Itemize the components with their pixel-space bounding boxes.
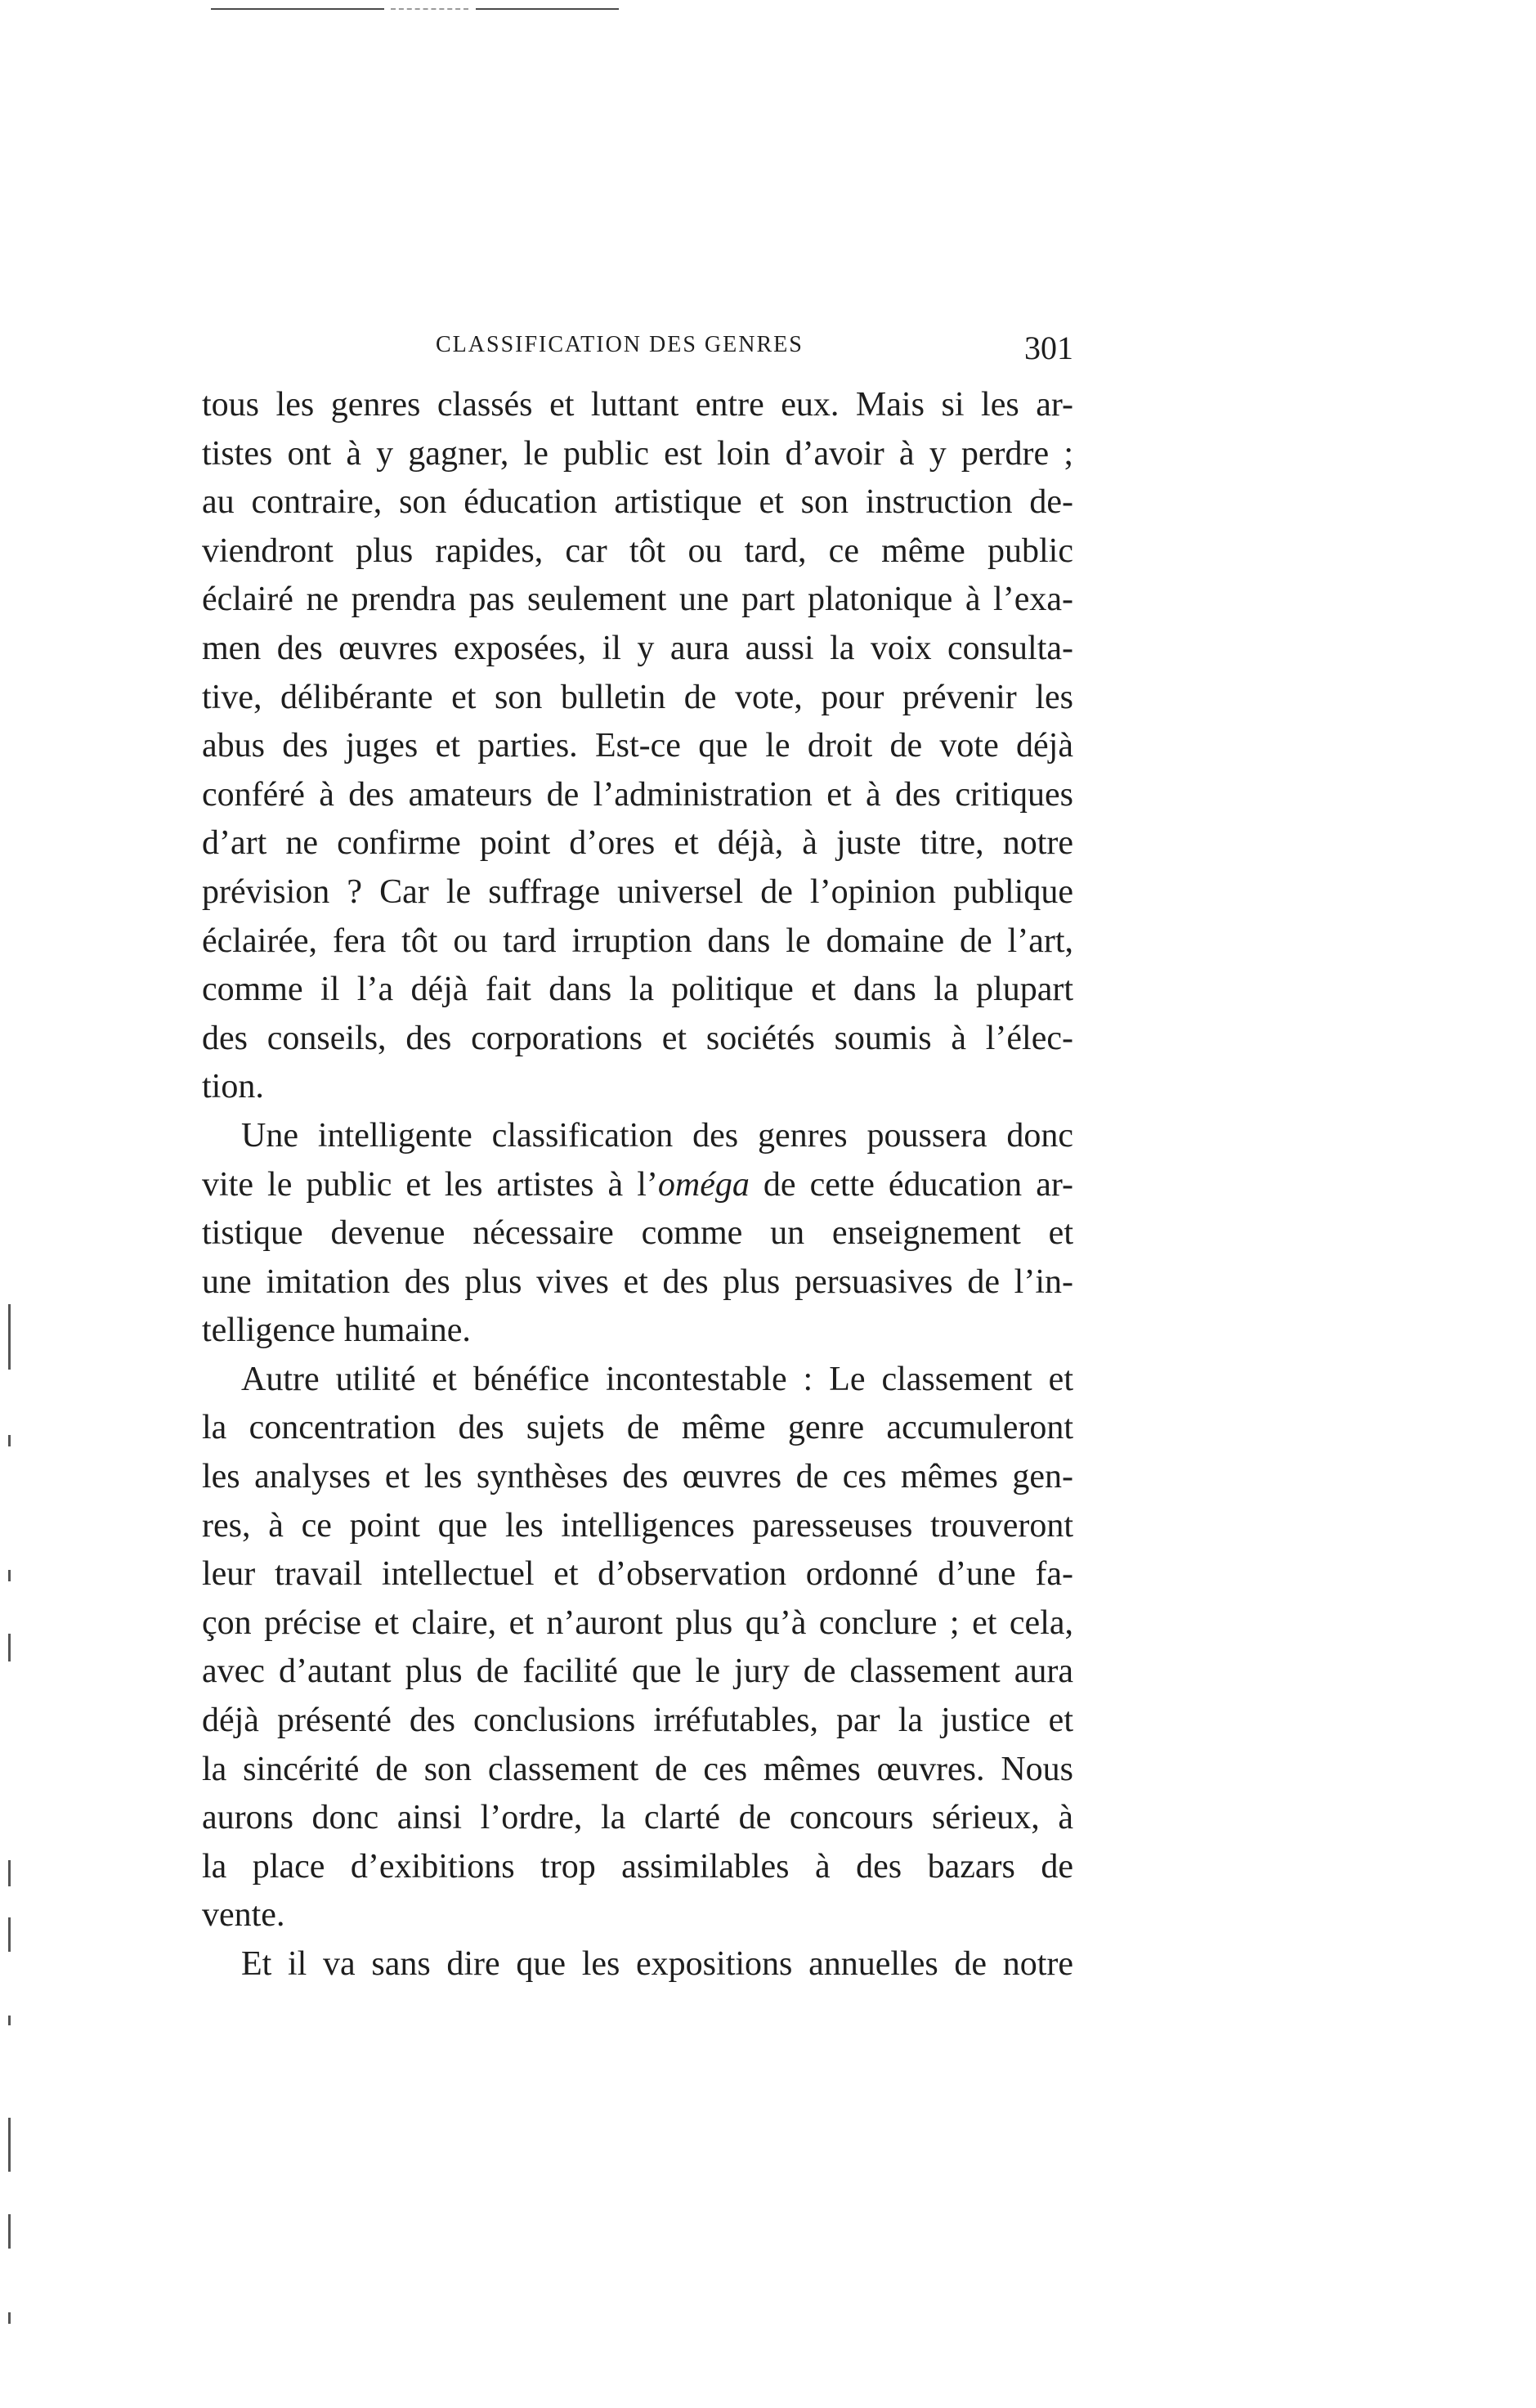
text-line: prévision ? Car le suffrage universel de l’opinion publique <box>202 872 1073 911</box>
margin-mark <box>8 1634 11 1661</box>
margin-mark <box>8 1917 11 1952</box>
text-line: res, à ce point que les intelligences paresseuses trouveront <box>202 1506 1073 1545</box>
text-line: Autre utilité et bénéfice incontestable : Le classement et <box>241 1360 1073 1398</box>
text-line: les analyses et les synthèses des œuvres de ces mêmes gen- <box>202 1458 1073 1496</box>
text-line: comme il l’a déjà fait dans la politique et dans la plupart <box>202 971 1073 1009</box>
text-line <box>202 1161 1073 1210</box>
paragraph-3 <box>202 1356 1073 1940</box>
margin-mark <box>8 2118 11 2172</box>
top-rule-right <box>476 8 619 10</box>
italic-term: oméga <box>657 1165 750 1204</box>
text-line: une imitation des plus vives et des plus persuasives de l’in- <box>202 1262 1073 1301</box>
text-line: men des œuvres exposées, il y aura aussi la voix consulta- <box>202 629 1073 667</box>
running-title: CLASSIFICATION DES GENRES <box>436 332 804 357</box>
text-line: Et il va sans dire que les expositions annuelles de notre <box>241 1945 1073 1983</box>
text-line: la sincérité de son classement de ces mêmes œuvres. Nous <box>202 1750 1073 1788</box>
text-line: déjà présenté des conclusions irréfutables, par la justice et <box>202 1702 1073 1740</box>
text-line: Une intelligente classification des genres poussera donc <box>241 1116 1073 1155</box>
top-rule-dashed <box>391 8 468 10</box>
text-line: des conseils, des corporations et sociétés soumis à l’élec- <box>202 1019 1073 1057</box>
text-line: tous les genres classés et luttant entre eux. Mais si les ar- <box>202 386 1073 424</box>
text-line: éclairé ne prendra pas seulement une part platonique à l’exa- <box>202 581 1073 619</box>
text-line: leur travail intellectuel et d’observation ordonné d’une fa- <box>202 1555 1073 1594</box>
text-line: éclairée, fera tôt ou tard irruption dans le domaine de l’art, <box>202 921 1073 960</box>
paragraph-2 <box>202 1112 1073 1356</box>
text-line: aurons donc ainsi l’ordre, la clarté de concours sérieux, à <box>202 1799 1073 1837</box>
margin-mark <box>8 2312 11 2324</box>
top-rule-left <box>211 8 384 10</box>
margin-mark <box>8 1860 11 1886</box>
text-line: la place d’exibitions trop assimilables à des bazars de <box>202 1847 1073 1886</box>
page-number: 301 <box>1024 330 1073 366</box>
text-line: avec d’autant plus de facilité que le jury de classement aura <box>202 1652 1073 1691</box>
margin-mark <box>8 1435 11 1446</box>
text-line: vente. <box>202 1896 285 1935</box>
text-line: tistes ont à y gagner, le public est loin d’avoir à y perdre ; <box>202 434 1073 473</box>
margin-mark <box>8 2214 11 2249</box>
text-line: d’art ne confirme point d’ores et déjà, à juste titre, notre <box>202 824 1073 863</box>
body-text <box>202 381 1073 1989</box>
text-line: telligence humaine. <box>202 1312 471 1350</box>
text-line: conféré à des amateurs de l’administration et à des critiques <box>202 775 1073 814</box>
paragraph-4 <box>202 1940 1073 1989</box>
margin-mark <box>8 1570 11 1581</box>
text-line: tion. <box>202 1068 264 1106</box>
margin-mark <box>8 2016 11 2025</box>
text-line: au contraire, son éducation artistique et son instruction de- <box>202 483 1073 522</box>
text-run: de cette éducation ar- <box>749 1165 1073 1204</box>
text-line: çon précise et claire, et n’auront plus qu’à conclure ; et cela, <box>202 1603 1073 1642</box>
text-line: abus des juges et parties. Est-ce que le droit de vote déjà <box>202 727 1073 765</box>
text-line: tive, délibérante et son bulletin de vote, pour prévenir les <box>202 678 1073 716</box>
margin-mark <box>8 1304 11 1370</box>
text-line: la concentration des sujets de même genre accumuleront <box>202 1409 1073 1447</box>
text-run: vite le public et les artistes à l’ <box>202 1165 658 1204</box>
running-head <box>202 329 1073 368</box>
paragraph-1 <box>202 381 1073 1112</box>
text-line: viendront plus rapides, car tôt ou tard, ce même public <box>202 531 1073 570</box>
text-line: tistique devenue nécessaire comme un enseignement et <box>202 1214 1073 1253</box>
